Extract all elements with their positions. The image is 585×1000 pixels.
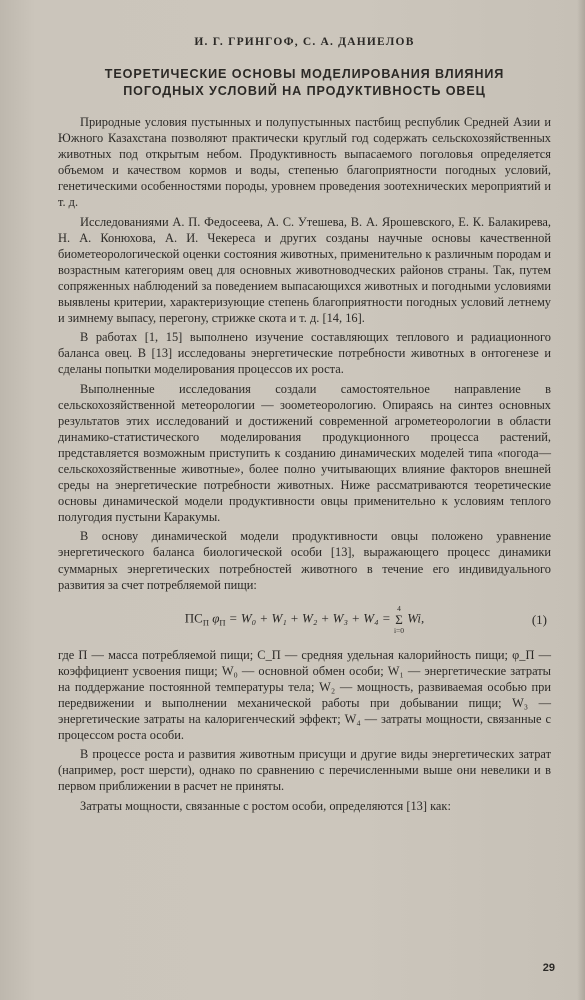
equation-phi: φ xyxy=(212,610,220,626)
article-title xyxy=(58,66,551,100)
paragraph-8: Затраты мощности, связанные с ростом особи, определяются [13] как: xyxy=(80,798,451,813)
summation xyxy=(394,604,404,635)
summation-upper-limit: 4 xyxy=(397,604,401,614)
paragraph-7: В процессе роста и развития животным присущи и другие виды энергетических затрат (например, рост шерсти), однако по сравнению с перечисленными выше они невелики и в первом приближении в расчет не приняты. xyxy=(58,747,551,794)
equation-lhs-subscript: П xyxy=(202,617,209,628)
equation-phi-subscript: П xyxy=(219,617,226,628)
paragraph-1: Природные условия пустынных и полупустынных пастбищ республик Средней Азии и Южного Казахстана позволяют практически круглый год содержать сельскохозяйственных животных под открытым небом. Продуктивность выпасаемого поголовья определяется объемом и качеством кормов и воды, степенью благоприятности погодных условий, генетическими особенностями породы, уровнем проведения зоотехнических мероприятий и т. д. xyxy=(58,115,551,210)
equation-body xyxy=(185,604,425,635)
paragraph-6: где П — масса потребляемой пищи; С_П — средняя удельная калорийность пищи; φ_П — коэффициент усвоения пищи; W₀ — основной обмен особи; W₁ — энергетические затраты на поддержание постоянной температуры тела; W₂ — мощность, развиваемая особью при передвижении и выполнении механической работы при добывании пищи; W₃ — энергетические затраты на калоригенческий эффект; W₄ — затраты мощности, связанные с процессом роста особи. xyxy=(58,647,551,743)
paragraph-4: Выполненные исследования создали самостоятельное направление в сельскохозяйственной метеорологии — зоометеорологию. Опираясь на синтез основных результатов этих исследований и достижений современной агрометеорологии в области динамико-статистического моделирования продукционного процесса растений, представляется возможным приступить к созданию динамических моделей типа «погода—сельскохозяйственные животные», более полно учитывающих влияние факторов внешней среды на энергетические потребности животных. Ниже рассматриваются теоретические основы динамической модели продуктивности овцы применительно к условиям теплого полугодия пустыни Каракумы. xyxy=(58,381,551,525)
summation-lower-limit: i=0 xyxy=(393,626,405,636)
equation-number: (1) xyxy=(531,611,547,627)
paragraph-2: Исследованиями А. П. Федосеева, А. С. Утешева, В. А. Ярошевского, Е. К. Балакирева, Н. А. Конюхова, А. И. Чекереса и других созданы научные основы качественной биометеорологической оценки состояния животных, применительно к различным породам и возрастным категориям овец для основных животноводческих районов страны. Так, путем сопряженных наблюдений за поведением выпасающихся животных и погодными условиями выявлены критерии, характеризующие степень благоприятности погодных условий летнему и зимнему выпасу, перегону, стрижке скота и т. д. [14, 16]. xyxy=(58,214,551,326)
article-title-line-2: ПОГОДНЫХ УСЛОВИЙ НА ПРОДУКТИВНОСТЬ ОВЕЦ xyxy=(123,84,486,98)
paragraph-5: В основу динамической модели продуктивности овцы положено уравнение энергетического баланса биологической особи [13], выражающего процесс динамики суммарных энергетических потребностей животного в течение его индивидуального развития за счет потребляемой пищи: xyxy=(58,529,551,592)
article-title-line-1: ТЕОРЕТИЧЕСКИЕ ОСНОВЫ МОДЕЛИРОВАНИЯ ВЛИЯНИЯ xyxy=(104,67,505,81)
equation-lhs: ПС xyxy=(184,610,203,626)
paragraph-3: В работах [1, 15] выполнено изучение составляющих теплового и радиационного баланса овец. В [13] исследованы энергетические потребности животных в онтогенезе и сделаны попытки моделирования процессов их роста. xyxy=(58,330,551,377)
summation-sign: Σ xyxy=(395,612,403,628)
page-number: 29 xyxy=(542,962,555,974)
article-authors: И. Г. ГРИНГОФ, С. А. ДАНИЕЛОВ xyxy=(194,36,415,48)
summation-term: Wi, xyxy=(407,610,425,626)
equation-1 xyxy=(58,603,551,637)
page-edge-shadow xyxy=(577,0,585,1000)
equation-rhs: = W₀ + W₁ + W₂ + W₃ + W₄ = xyxy=(228,610,394,626)
